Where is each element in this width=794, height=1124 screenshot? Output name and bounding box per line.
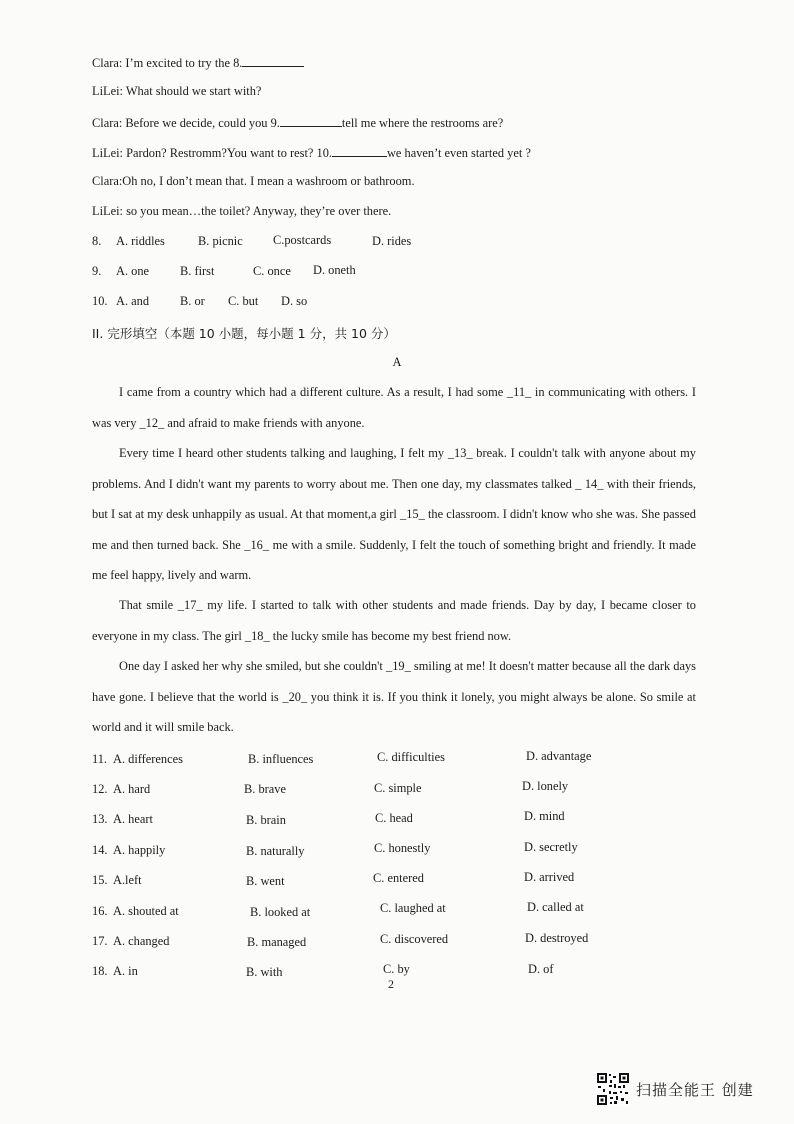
scanner-brand-text: 扫描全能王 创建 — [636, 1080, 754, 1099]
scanner-watermark — [596, 1072, 754, 1106]
passage-paragraph-4: One day I asked her why she smiled, but she couldn't _19_ smiling at me! It doesn't matter because all the dark days have gone. I believe that the world is _20_ you think it is. If you think it lonely, you might always be alone. So smile at world and it will smile back. — [92, 659, 696, 734]
passage-paragraph-3: That smile _17_ my life. I started to talk with other students and made friends. Day by day, I became closer to everyone in my class. The girl _18_ the lucky smile has become my best friend now. — [92, 598, 696, 643]
exam-page: Clara: I’m excited to try the 8. LiLei: What should we start with? Clara: Before we decide, could you 9. tell me where the restrooms are? LiLei: Pardon? Restromm?You want to rest? 10. we haven’t even started yet ? Clara:Oh no, I don’t mean that. I mean a washroom or bathroom. LiLei: so you mean…the toilet? Anyway, they’re over there. 8. A. riddles B. picnic C.postcards D. rides 9. A. one B. first C. once D. oneth 10. A. and B. or C. but D. so II. 完形填空（本题 10 小题，每小题 1 分，共 10 分） A I came from a country which had a different culture. As a result, I had some _11_ in communicating with others. I was very _12_ and afraid to make friends with anyone. Every time I heard other students talking and laughing, I felt my _13_ break. I couldn't talk with anyone about my problems. And I didn't want my parents to worry about me. Then one day, my classmates talked _ 14_ with their friends, but I sat at my desk unhappily as usual. At that moment,a girl _15_ the classroom. I didn't know who she was. She passed me and then turned back. She _16_ me with a smile. Suddenly, I felt the touch of something bright and friendly. It made me feel happy, lively and warm. That smile _17_ my life. I started to talk with other students and made friends. Day by day, I became closer to everyone in my class. The girl _18_ the lucky smile has become my best friend now. One day I asked her why she smiled, but she couldn't _19_ smiling at me! It doesn't matter because all the dark days have gone. I believe that the world is _20_ you think it is. If you think it lonely, you might always be alone. So smile at world and it will smile back. 11. A. differences B. influences C. difficulties D. advantage 12. A. hard B. brave C. simple D. lonely 13. A. heart B. brain C. head D. mind 14. A. happily B. naturally C. honestly D. secretly 15. A.left B. went C. entered D. arrived 16. A. shouted at B. looked at C. laughed at D. called at 17. A. changed B. managed C. discovered D. destroyed 18. A. in B. with C. by D. of 2 扫描全能王 创建 — [0, 0, 794, 1124]
dialogue-line-3: Clara: Before we decide, could you 9. tell me where the restrooms are? — [92, 116, 504, 130]
dialogue-line-6: LiLei: so you mean…the toilet? Anyway, they’re over there. — [92, 204, 392, 218]
dialogue-line-1: Clara: I’m excited to try the 8. — [92, 54, 304, 71]
passage-paragraph-1: I came from a country which had a different culture. As a result, I had some _11_ in communicating with others. I was very _12_ and afraid to make friends with anyone. — [92, 385, 696, 430]
page-number: 2 — [388, 977, 394, 991]
dialogue-line-2: LiLei: What should we start with? — [92, 84, 262, 98]
answer-blank — [242, 54, 304, 67]
qr-code-icon — [596, 1072, 630, 1106]
answer-blank — [332, 144, 387, 157]
dialogue-line-4: LiLei: Pardon? Restromm?You want to rest? 10. we haven’t even started yet ? — [92, 146, 531, 160]
answer-blank — [280, 114, 342, 127]
passage-paragraph-2: Every time I heard other students talking and laughing, I felt my _13_ break. I couldn't talk with anyone about my problems. And I didn't want my parents to worry about me. Then one day, my classmates talked _ 14_ with their friends, but I sat at my desk unhappily as usual. At that moment,a girl _15_ the classroom. I didn't know who she was. She passed me and then turned back. She _16_ me with a smile. Suddenly, I felt the touch of something bright and friendly. It made me feel happy, lively and warm. — [92, 446, 696, 582]
section-title: II. 完形填空（本题 10 小题，每小题 1 分，共 10 分） — [92, 326, 396, 341]
passage-label: A — [392, 355, 402, 369]
dialogue-line-5: Clara:Oh no, I don’t mean that. I mean a washroom or bathroom. — [92, 174, 415, 188]
